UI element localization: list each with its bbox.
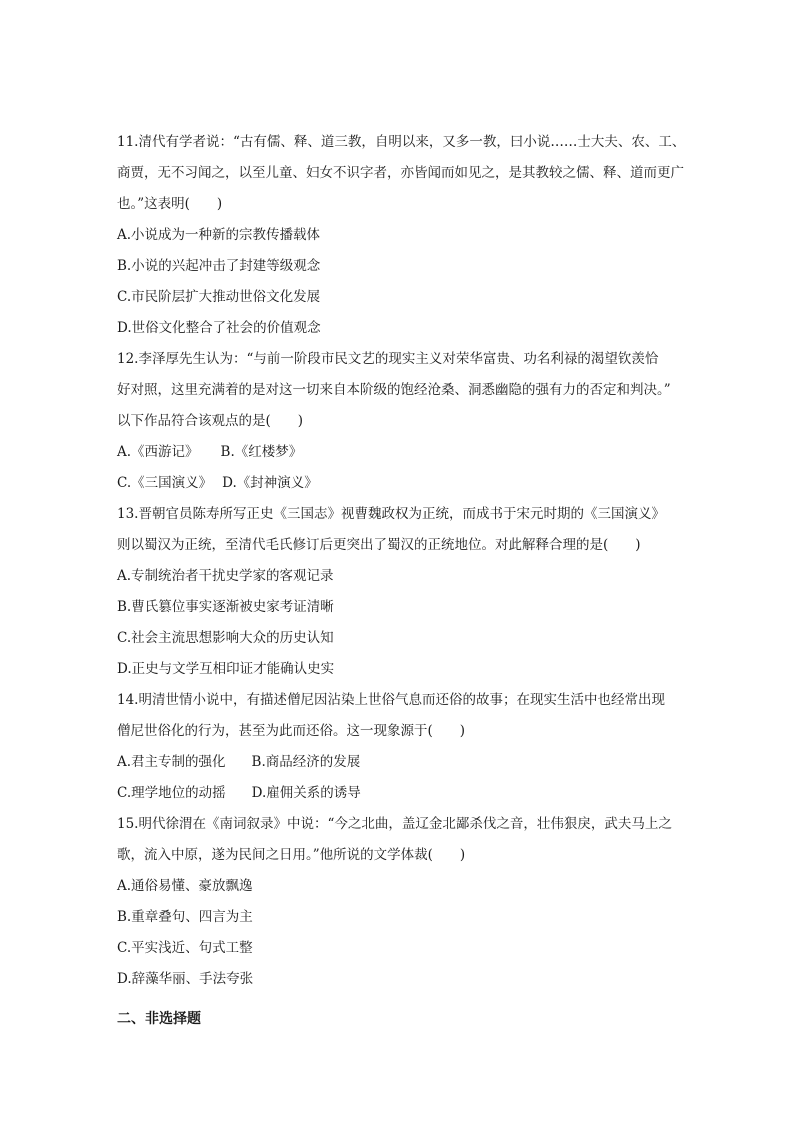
option-d: D.正史与文学互相印证才能确认史实 — [117, 661, 335, 677]
option-c: C.市民阶层扩大推动世俗文化发展 — [117, 289, 321, 305]
option-b: B.曹氏篡位事实逐渐被史家考证清晰 — [117, 599, 334, 615]
option-row — [117, 437, 687, 468]
question-stem-line: 也。”这表明( ) — [117, 196, 223, 212]
question-stem-line: 则以蜀汉为正统，至清代毛氏修订后更突出了蜀汉的正统地位。对此解释合理的是( ) — [117, 537, 641, 553]
option-a: A.小说成为一种新的宗教传播载体 — [117, 227, 321, 243]
option-row — [117, 778, 687, 809]
option-row — [117, 747, 687, 778]
question-stem-line: 歌，流入中原，遂为民间之日用。”他所说的文学体裁( ) — [117, 847, 466, 863]
option-d: D.辞藻华丽、手法夸张 — [117, 971, 254, 987]
option-d: D.《封神演义》 — [222, 475, 318, 491]
option-b: B.重章叠句、四言为主 — [117, 909, 253, 925]
option-b: B.小说的兴起冲击了封建等级观念 — [117, 258, 321, 274]
question-13 — [117, 499, 687, 685]
option-a: A.《西游记》 — [117, 444, 199, 460]
option-a: A.通俗易懂、豪放飘逸 — [117, 878, 253, 894]
question-stem-line: 好对照，这里充满着的是对这一切来自本阶级的饱经沧桑、洞悉幽隐的强有力的否定和判决。” — [117, 382, 671, 398]
option-d: D.雇佣关系的诱导 — [251, 785, 361, 801]
question-stem-line: 以下作品符合该观点的是( ) — [117, 413, 304, 429]
section-heading: 二、非选择题 — [117, 1011, 201, 1027]
option-c: C.社会主流思想影响大众的历史认知 — [117, 630, 334, 646]
option-c: C.理学地位的动摇 — [117, 785, 226, 801]
question-stem-line: 13.晋朝官员陈寿所写正史《三国志》视曹魏政权为正统，而成书于宋元时期的《三国演义》 — [117, 506, 665, 522]
question-15 — [117, 809, 687, 995]
question-stem-line: 12.李泽厚先生认为：“与前一阶段市民文艺的现实主义对荣华富贵、功名利禄的渴望钦羡恰 — [117, 351, 659, 367]
option-row — [117, 468, 687, 499]
question-list — [117, 127, 687, 995]
option-d: D.世俗文化整合了社会的价值观念 — [117, 320, 321, 336]
option-a: A.君主专制的强化 — [117, 754, 226, 770]
question-stem-line: 商贾，无不习闻之，以至儿童、妇女不识字者，亦皆闻而如见之，是其教较之儒、释、道而更广 — [117, 165, 684, 181]
option-b: B.《红楼梦》 — [220, 444, 303, 460]
question-stem-line: 11.清代有学者说：“古有儒、释、道三教，自明以来，又多一教，曰小说……士大夫、农、工、 — [117, 134, 686, 150]
question-11 — [117, 127, 687, 344]
question-stem-line: 僧尼世俗化的行为，甚至为此而还俗。这一现象源于( ) — [117, 723, 466, 739]
option-a: A.专制统治者干扰史学家的客观记录 — [117, 568, 334, 584]
option-c: C.《三国演义》 — [117, 475, 213, 491]
option-c: C.平实浅近、句式工整 — [117, 940, 253, 956]
option-b: B.商品经济的发展 — [251, 754, 361, 770]
question-stem-line: 15.明代徐渭在《南词叙录》中说：“今之北曲，盖辽金北鄙杀伐之音，壮伟狠戾，武夫马上之 — [117, 816, 672, 832]
question-14 — [117, 685, 687, 809]
question-12 — [117, 344, 687, 499]
question-stem-line: 14.明清世情小说中，有描述僧尼因沾染上世俗气息而还俗的故事；在现实生活中也经常出现 — [117, 692, 665, 708]
